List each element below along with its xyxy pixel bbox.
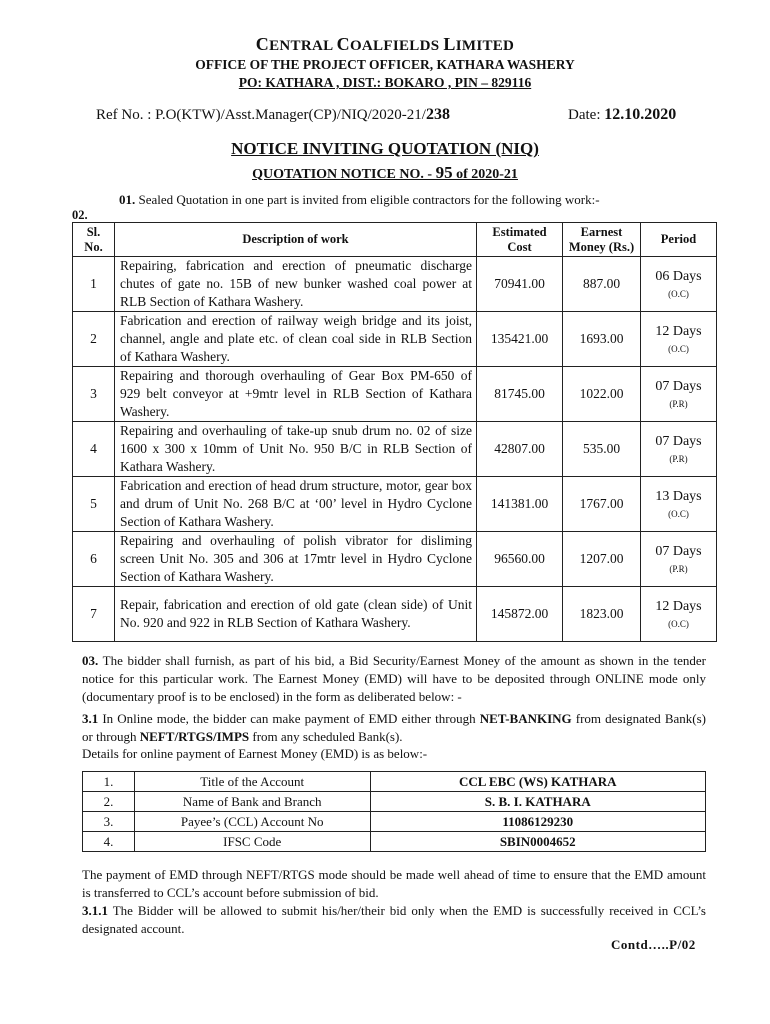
cell-period: 12 Days (O.C) bbox=[641, 312, 717, 367]
company-name: CENTRAL COALFIELDS LIMITED bbox=[255, 34, 515, 54]
paragraph-3-1-1: 3.1.1 The Bidder will be allowed to submit his/her/their bid only when the EMD is successfully received in CCL’s designated account. bbox=[82, 903, 706, 936]
cell-cost: 70941.00 bbox=[477, 257, 563, 312]
cell-description: Repairing and overhauling of take-up snub drum no. 02 of size 1600 x 300 x 10mm of Unit No. 950 B/C in RLB Section of Kathara Washery. bbox=[115, 422, 477, 477]
table-row bbox=[83, 772, 706, 792]
cell-description: Fabrication and erection of railway weigh bridge and its joist, channel, angle and plate etc. of clean coal side in RLB Section of Kathara Washery. bbox=[115, 312, 477, 367]
paragraph-neft-note: The payment of EMD through NEFT/RTGS mode should be made well ahead of time to ensure that the EMD amount is transferred to CCL’s account before submission of bid. bbox=[82, 867, 706, 900]
cell-sl: 6 bbox=[73, 532, 115, 587]
emd-details-intro: Details for online payment of Earnest Money (EMD) is as below:- bbox=[82, 746, 428, 761]
office-name: OFFICE OF THE PROJECT OFFICER, KATHARA WASHERY bbox=[195, 57, 575, 72]
cell-emd: 1767.00 bbox=[563, 477, 641, 532]
cell-emd: 887.00 bbox=[563, 257, 641, 312]
header-estimated-cost: Estimated Cost bbox=[477, 223, 563, 257]
cell-description: Repairing and overhauling of polish vibrator for disliming screen Unit No. 305 and 306 at 17mtr level in Hydro Cyclone Section of Kathara Washery. bbox=[115, 532, 477, 587]
quotation-notice-number: QUOTATION NOTICE NO. - 95 of 2020-21 bbox=[252, 163, 518, 182]
cell-value: SBIN0004652 bbox=[370, 832, 705, 852]
office-address: PO: KATHARA , DIST.: BOKARO , PIN – 829116 bbox=[238, 75, 532, 90]
table-row bbox=[83, 792, 706, 812]
cell-label: Payee’s (CCL) Account No bbox=[134, 812, 370, 832]
cell-emd: 1693.00 bbox=[563, 312, 641, 367]
cell-cost: 135421.00 bbox=[477, 312, 563, 367]
cell-description: Repairing, fabrication and erection of pneumatic discharge chutes of gate no. 15B of new bunker washed coal power at RLB Section of Kathara Washery. bbox=[115, 257, 477, 312]
table-row bbox=[73, 477, 717, 532]
cell-label: Name of Bank and Branch bbox=[134, 792, 370, 812]
notice-date: Date: 12.10.2020 bbox=[568, 106, 677, 123]
table-row bbox=[83, 812, 706, 832]
cell-emd: 535.00 bbox=[563, 422, 641, 477]
cell-period: 12 Days (O.C) bbox=[641, 587, 717, 642]
reference-number: Ref No. : P.O(KTW)/Asst.Manager(CP)/NIQ/2020-21/238 bbox=[96, 106, 450, 123]
cell-cost: 141381.00 bbox=[477, 477, 563, 532]
cell-emd: 1022.00 bbox=[563, 367, 641, 422]
cell-period: 07 Days (P.R) bbox=[641, 367, 717, 422]
cell-sl: 1. bbox=[83, 772, 135, 792]
cell-sl: 2 bbox=[73, 312, 115, 367]
cell-sl: 2. bbox=[83, 792, 135, 812]
cell-sl: 3. bbox=[83, 812, 135, 832]
paragraph-3-1: 3.1 In Online mode, the bidder can make payment of EMD either through NET-BANKING from designated Bank(s) or through NEFT/RTGS/IMPS from any scheduled Bank(s). bbox=[82, 711, 706, 744]
cell-emd: 1207.00 bbox=[563, 532, 641, 587]
cell-cost: 145872.00 bbox=[477, 587, 563, 642]
cell-sl: 5 bbox=[73, 477, 115, 532]
cell-description: Repairing and thorough overhauling of Gear Box PM-650 of 929 belt conveyor at +9mtr level in RLB Section of Kathara Washery. bbox=[115, 367, 477, 422]
cell-period: 07 Days (P.R) bbox=[641, 532, 717, 587]
table-row bbox=[73, 257, 717, 312]
cell-value: 11086129230 bbox=[370, 812, 705, 832]
table-row bbox=[73, 312, 717, 367]
cell-cost: 96560.00 bbox=[477, 532, 563, 587]
cell-sl: 4. bbox=[83, 832, 135, 852]
header-earnest-money: Earnest Money (Rs.) bbox=[563, 223, 641, 257]
header-period: Period bbox=[641, 223, 717, 257]
header-sl-no: Sl. No. bbox=[73, 223, 115, 257]
works-table bbox=[72, 222, 717, 642]
cell-value: S. B. I. KATHARA bbox=[370, 792, 705, 812]
cell-label: IFSC Code bbox=[134, 832, 370, 852]
cell-label: Title of the Account bbox=[134, 772, 370, 792]
cell-sl: 1 bbox=[73, 257, 115, 312]
cell-sl: 3 bbox=[73, 367, 115, 422]
table-row bbox=[73, 532, 717, 587]
cell-value: CCL EBC (WS) KATHARA bbox=[370, 772, 705, 792]
cell-period: 07 Days (P.R) bbox=[641, 422, 717, 477]
cell-period: 06 Days (O.C) bbox=[641, 257, 717, 312]
cell-description: Fabrication and erection of head drum structure, motor, gear box and drum of Unit No. 268 B/C at ‘00’ level in Hydro Cyclone Section of Kathara Washery. bbox=[115, 477, 477, 532]
table-row bbox=[83, 832, 706, 852]
cell-cost: 81745.00 bbox=[477, 367, 563, 422]
table-row bbox=[73, 587, 717, 642]
paragraph-03: 03. The bidder shall furnish, as part of his bid, a Bid Security/Earnest Money of the amount as shown in the tender notice for this particular work. The Earnest Money (EMD) will have to be deposited through ONLINE mode only (documentary proof is to be enclosed) in the form as deliberated below: - bbox=[82, 653, 706, 704]
notice-title: NOTICE INVITING QUOTATION (NIQ) bbox=[231, 139, 539, 158]
paragraph-02-number: 02. bbox=[72, 208, 88, 222]
header-description: Description of work bbox=[115, 223, 477, 257]
paragraph-01: 01. Sealed Quotation in one part is invited from eligible contractors for the following work:- bbox=[119, 192, 600, 207]
table-row bbox=[73, 422, 717, 477]
cell-sl: 7 bbox=[73, 587, 115, 642]
continued-footer: Contd…..P/02 bbox=[611, 937, 696, 952]
table-row bbox=[73, 367, 717, 422]
cell-description: Repair, fabrication and erection of old gate (clean side) of Unit No. 920 and 922 in RLB Section of Kathara Washery. bbox=[115, 587, 477, 642]
cell-sl: 4 bbox=[73, 422, 115, 477]
cell-emd: 1823.00 bbox=[563, 587, 641, 642]
account-details-table bbox=[82, 771, 706, 852]
cell-cost: 42807.00 bbox=[477, 422, 563, 477]
cell-period: 13 Days (O.C) bbox=[641, 477, 717, 532]
works-table-header bbox=[73, 223, 717, 257]
